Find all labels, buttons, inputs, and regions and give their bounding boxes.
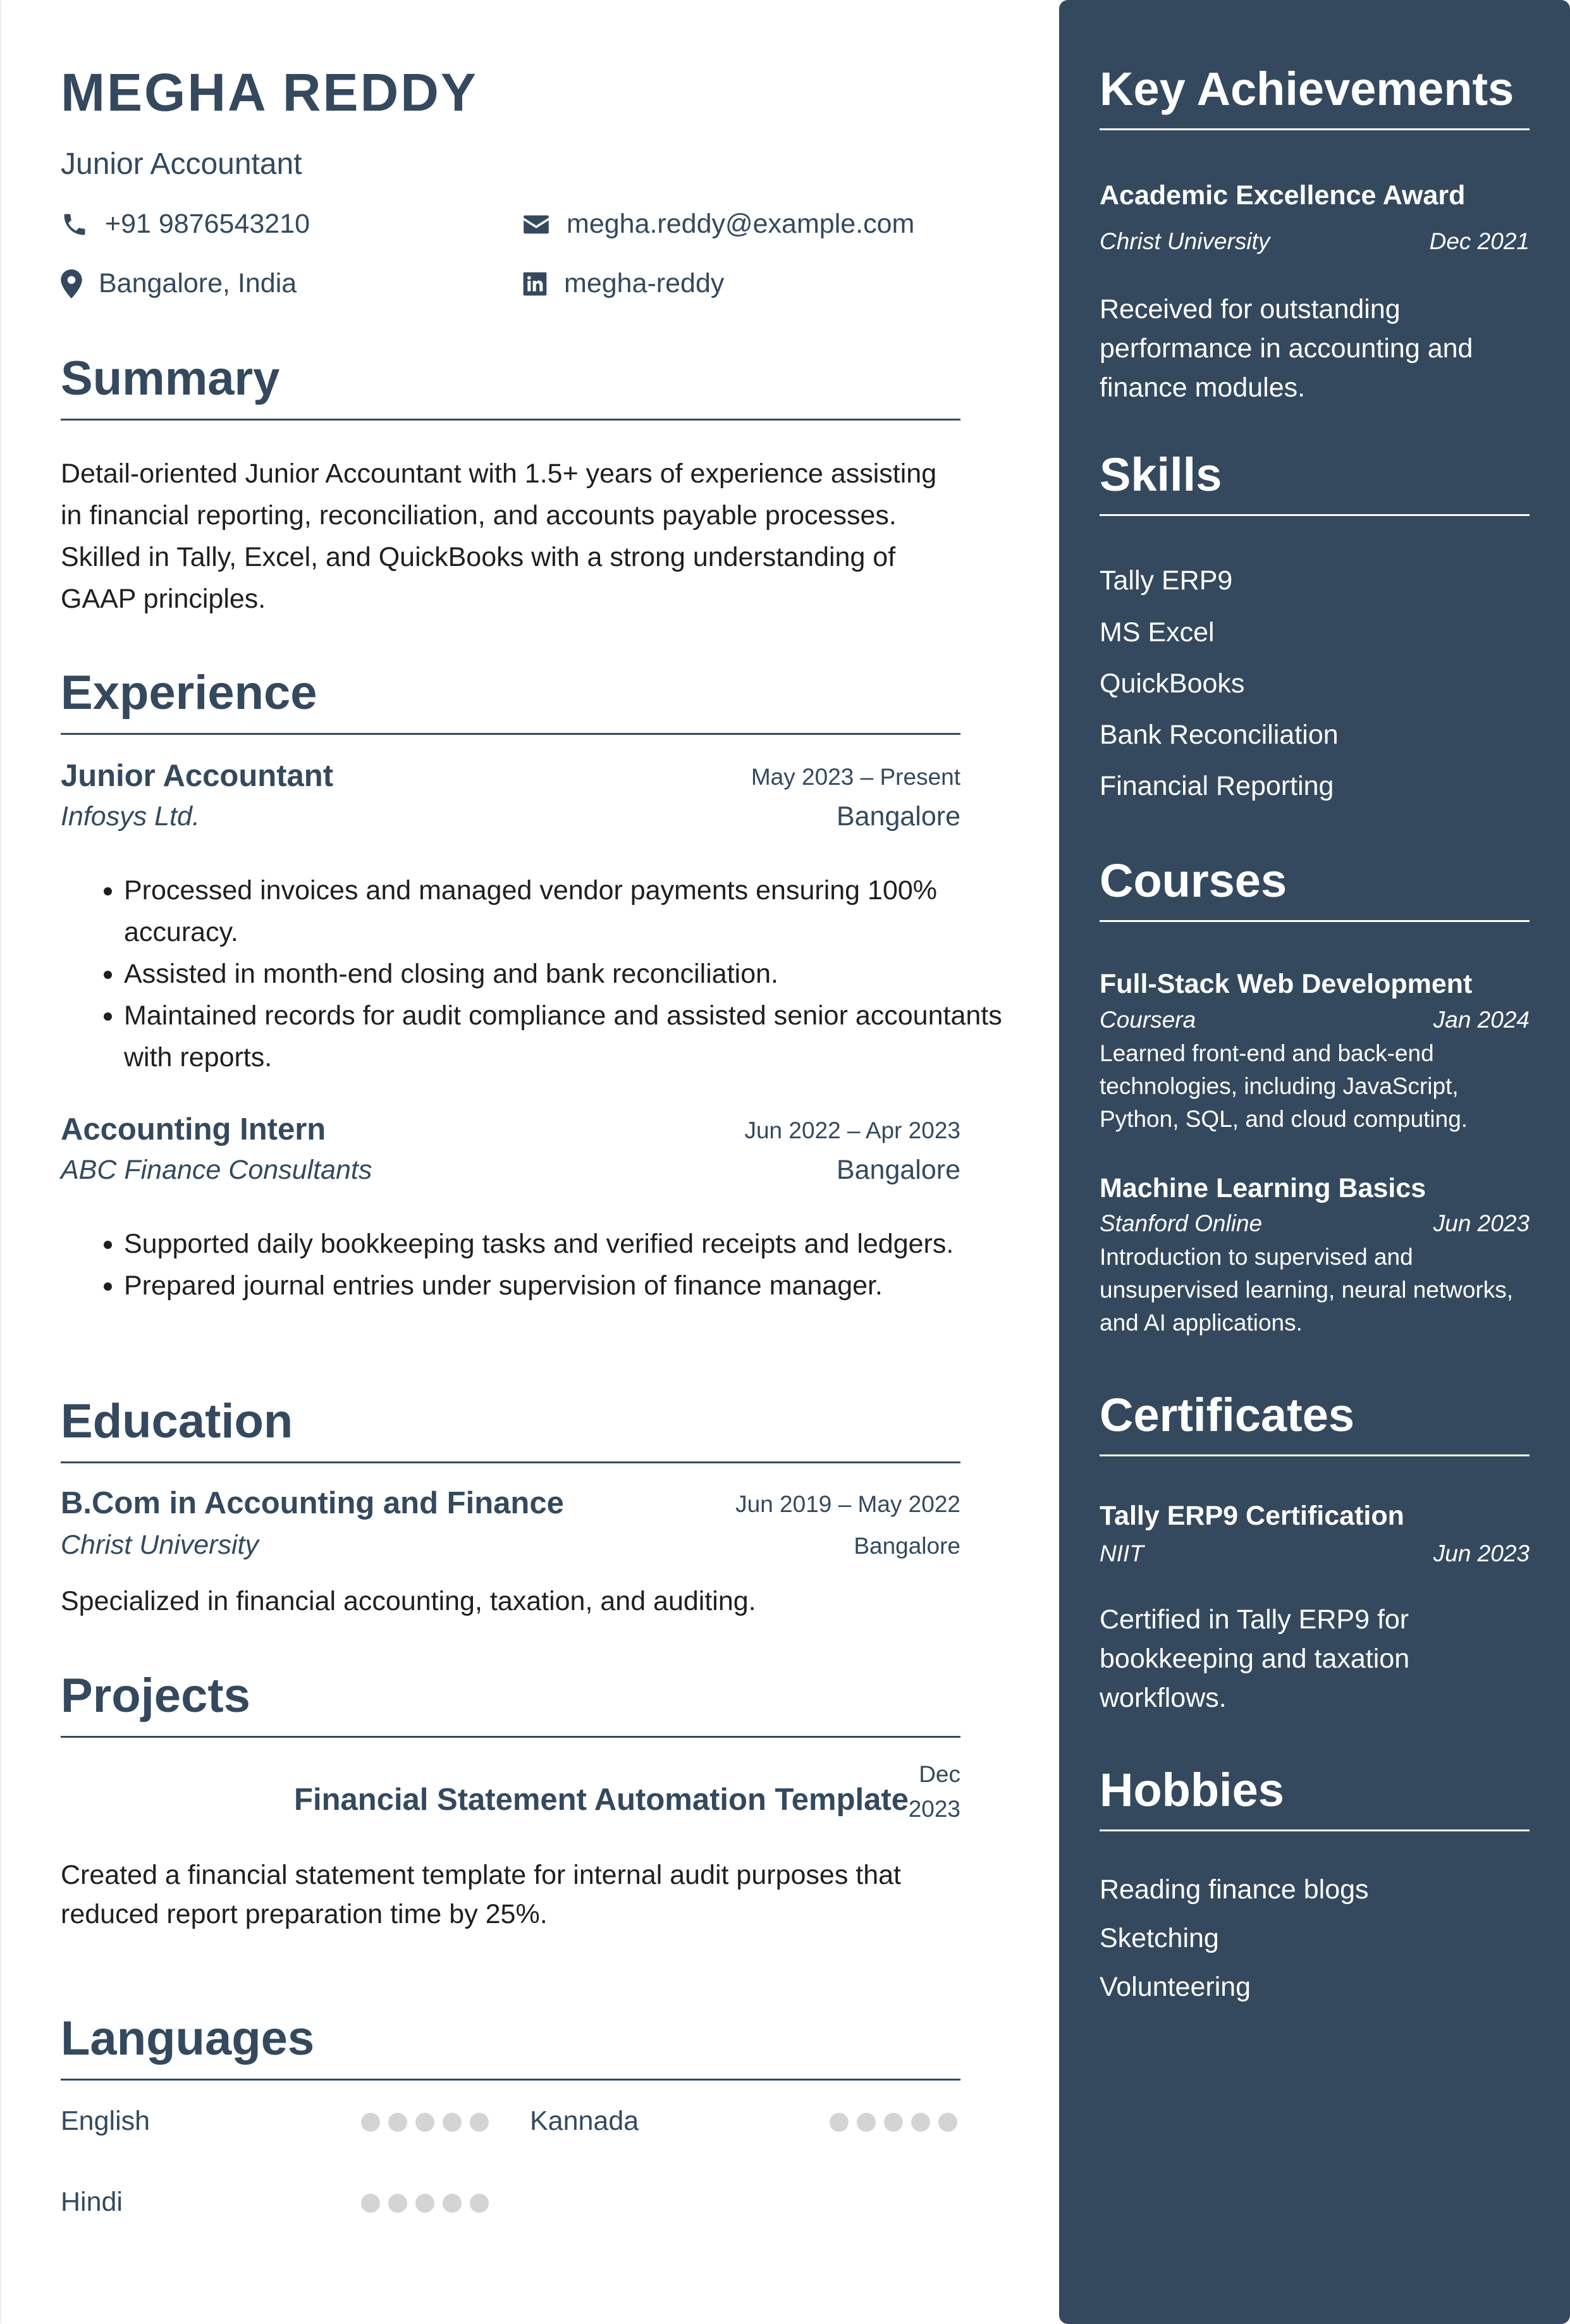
level-dot (470, 2113, 489, 2132)
level-dot (911, 2113, 930, 2132)
linkedin-link[interactable]: megha-reddy (564, 268, 725, 298)
list-item: • Processed invoices and managed vendor payments ensuring 100% accuracy. (124, 870, 1024, 953)
job-company: ABC Finance Consultants (61, 1155, 372, 1185)
hobbies-heading: Hobbies (1100, 1763, 1530, 1831)
school-name: Christ University (61, 1530, 259, 1560)
certificate-date: Jun 2023 (1433, 1540, 1530, 1566)
contact-email (522, 209, 914, 240)
achievement-date: Dec 2021 (1429, 228, 1530, 254)
project-date-year: 2023 (908, 1796, 960, 1822)
job-title: Junior Accountant (61, 759, 334, 793)
contact-location (61, 268, 297, 299)
degree-title: B.Com in Accounting and Finance (61, 1486, 564, 1520)
certificate-title: Tally ERP9 Certification (1100, 1501, 1404, 1531)
language-name: Kannada (530, 2106, 639, 2136)
level-dot (388, 2113, 407, 2132)
level-dot (830, 2113, 849, 2132)
contact-phone (61, 209, 310, 240)
achievement-description: Received for outstanding performance in accounting and finance modules. (1100, 294, 1473, 403)
level-dot (443, 2113, 462, 2132)
certificate-issuer: NIIT (1100, 1540, 1144, 1566)
phone-text: +91 9876543210 (105, 209, 310, 239)
contact-linkedin (522, 268, 724, 299)
course-date: Jun 2023 (1433, 1210, 1530, 1236)
summary-text: Detail-oriented Junior Accountant with 1.5+ years of experience assisting in financial reporting, reconciliation, and accounts payable processes. Skilled in Tally, Excel, and QuickBooks with a strong understanding of GAAP principles. (61, 458, 937, 614)
summary-heading: Summary (61, 351, 960, 421)
hobby-item: Sketching (1100, 1923, 1219, 1953)
hobby-item: Reading finance blogs (1100, 1874, 1369, 1905)
experience-heading: Experience (61, 665, 960, 735)
job-location: Bangalore (836, 801, 960, 832)
achievement-org: Christ University (1100, 228, 1270, 254)
job-bullets (61, 1223, 1024, 1306)
skill-item: Bank Reconciliation (1100, 720, 1339, 750)
level-dot (415, 2194, 434, 2213)
job-title: Accounting Intern (61, 1112, 326, 1147)
job-dates: Jun 2022 – Apr 2023 (744, 1117, 960, 1143)
skills-heading: Skills (1100, 448, 1530, 516)
language-name: Hindi (61, 2187, 123, 2217)
education-detail: Specialized in financial accounting, taxation, and auditing. (61, 1586, 756, 1616)
email-link[interactable]: megha.reddy@example.com (567, 209, 915, 239)
project-date-month: Dec (919, 1761, 960, 1787)
course-description: Learned front-end and back-end technologies, including JavaScript, Python, SQL, and cloud computing. (1100, 1040, 1468, 1132)
job-bullets (61, 870, 1024, 1078)
job-company: Infosys Ltd. (61, 801, 200, 832)
job-dates: May 2023 – Present (751, 764, 960, 790)
certificate-description: Certified in Tally ERP9 for bookkeeping and taxation workflows. (1100, 1604, 1410, 1713)
skill-item: MS Excel (1100, 617, 1215, 648)
skill-item: QuickBooks (1100, 668, 1245, 699)
course-description: Introduction to supervised and unsupervised learning, neural networks, and AI applications. (1100, 1244, 1514, 1336)
job-location: Bangalore (836, 1155, 960, 1185)
level-dot (938, 2113, 957, 2132)
level-dot (388, 2194, 407, 2213)
language-level (361, 2194, 489, 2213)
education-heading: Education (61, 1394, 960, 1463)
map-pin-icon (61, 269, 82, 298)
level-dot (470, 2194, 489, 2213)
phone-icon (61, 211, 89, 238)
skill-item: Financial Reporting (1100, 771, 1334, 801)
skill-item: Tally ERP9 (1100, 565, 1233, 596)
level-dot (361, 2113, 380, 2132)
sidebar (1059, 0, 1570, 2324)
languages-heading: Languages (61, 2011, 960, 2081)
hobby-item: Volunteering (1100, 1972, 1251, 2002)
language-level (361, 2113, 489, 2132)
level-dot (884, 2113, 903, 2132)
list-item: • Assisted in month-end closing and bank reconciliation. (124, 953, 1024, 995)
school-location: Bangalore (854, 1533, 960, 1559)
list-item: • Prepared journal entries under supervision of finance manager. (124, 1265, 1024, 1306)
course-date: Jan 2024 (1433, 1007, 1530, 1033)
course-provider: Coursera (1100, 1007, 1196, 1033)
candidate-role: Junior Accountant (61, 147, 302, 181)
projects-heading: Projects (61, 1668, 960, 1738)
certificates-heading: Certificates (1100, 1388, 1530, 1456)
level-dot (443, 2194, 462, 2213)
level-dot (361, 2194, 380, 2213)
course-provider: Stanford Online (1100, 1210, 1263, 1236)
list-item: • Supported daily bookkeeping tasks and verified receipts and ledgers. (124, 1223, 1024, 1265)
project-title: Financial Statement Automation Template (294, 1783, 909, 1817)
course-title: Machine Learning Basics (1100, 1173, 1426, 1203)
level-dot (857, 2113, 876, 2132)
degree-dates: Jun 2019 – May 2022 (735, 1491, 960, 1517)
level-dot (415, 2113, 434, 2132)
course-title: Full-Stack Web Development (1100, 969, 1473, 999)
linkedin-icon (522, 271, 548, 297)
project-description: Created a financial statement template for internal audit purposes that reduced report preparation time by 25%. (61, 1860, 901, 1929)
list-item: • Maintained records for audit compliance and assisted senior accountants with reports. (124, 995, 1024, 1078)
achievement-title: Academic Excellence Award (1100, 180, 1466, 211)
location-text: Bangalore, India (99, 268, 297, 298)
language-name: English (61, 2106, 150, 2136)
courses-heading: Courses (1100, 854, 1530, 922)
envelope-icon (522, 213, 550, 236)
achievements-heading: Key Achievements (1100, 62, 1530, 130)
language-level (830, 2113, 957, 2132)
candidate-name: MEGHA REDDY (61, 63, 478, 122)
